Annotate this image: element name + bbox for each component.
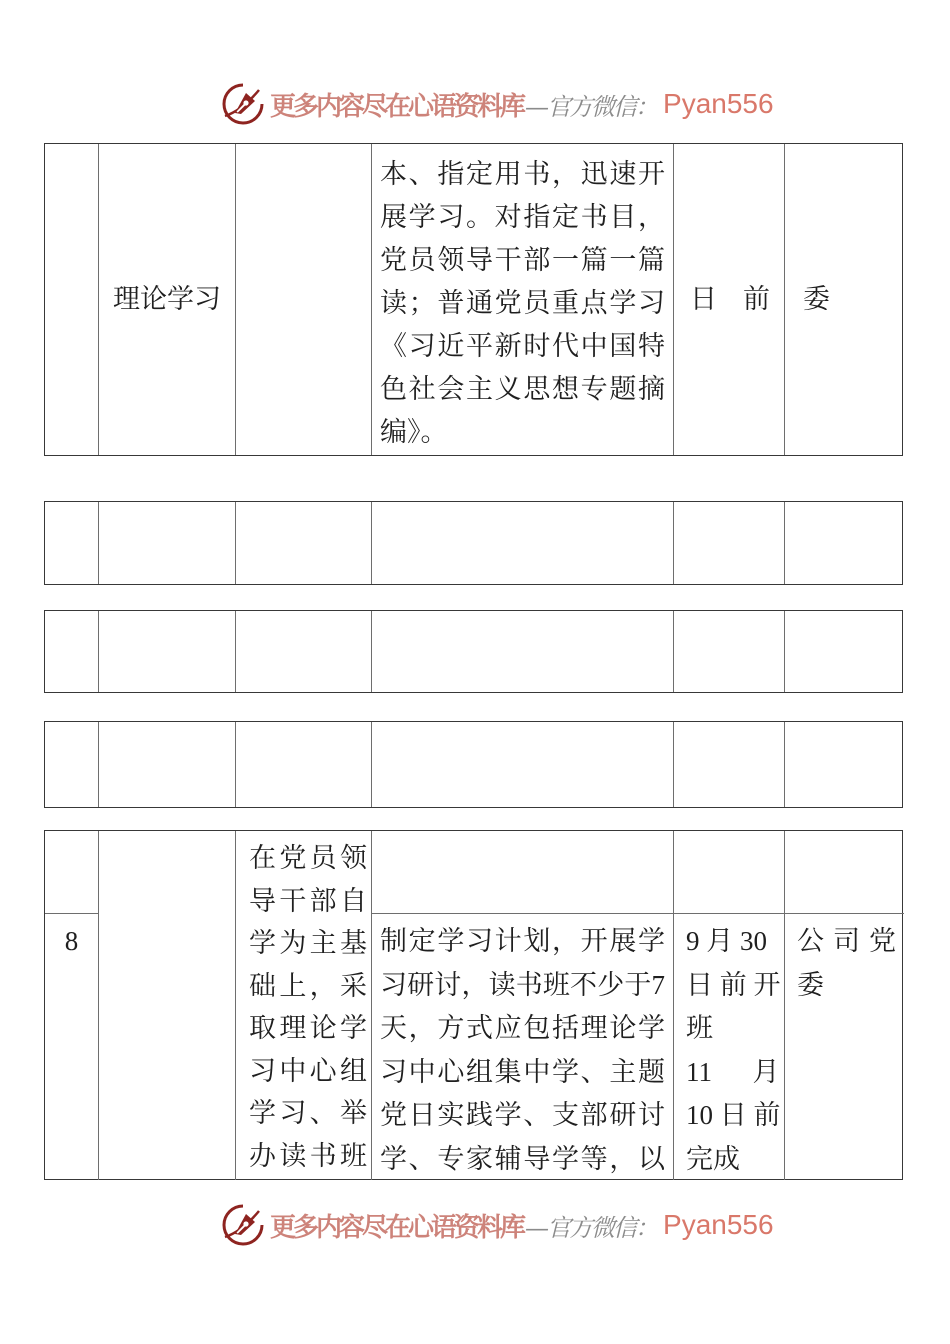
cell-seq-empty xyxy=(45,831,98,913)
empty-cell xyxy=(371,722,673,807)
watermark-wechat-label: —官方微信： xyxy=(525,1213,658,1242)
empty-row-table-2 xyxy=(44,610,903,693)
pen-logo-icon xyxy=(219,1201,267,1249)
watermark-wechat-id: Pyan556 xyxy=(663,1209,774,1240)
cell-deadline: 日前 xyxy=(673,144,784,455)
empty-cell xyxy=(673,502,784,584)
cell-responsible-empty xyxy=(784,831,904,913)
cell-subtask-empty xyxy=(235,144,371,455)
cell-seq-8: 8 xyxy=(45,913,98,1180)
cell-subtask: 在党员领 导干部自 学为主基 础上，采 取理论学 习中心组 学习、举 办读书班 xyxy=(235,831,371,1180)
watermark-wechat-label: —官方微信： xyxy=(525,92,658,121)
cell-deadline-empty xyxy=(673,831,784,913)
watermark-header xyxy=(219,79,774,129)
table-item-8 xyxy=(44,830,903,1180)
cell-category-empty xyxy=(98,831,235,1180)
empty-cell xyxy=(371,611,673,692)
empty-cell xyxy=(784,502,904,584)
empty-row-table-1 xyxy=(44,501,903,585)
cell-measures: 制定学习计划，开展学 习研讨，读书班不少于7 天，方式应包括理论学 习中心组集中学、主题 党日实践学、支部研讨 学、专家辅导学等，以 xyxy=(371,913,673,1180)
empty-cell xyxy=(45,611,98,692)
empty-cell xyxy=(98,611,235,692)
cell-responsible: 委 xyxy=(784,144,904,455)
empty-row-table-3 xyxy=(44,721,903,808)
watermark-brand-text: 更多内容尽在心语资料库 xyxy=(270,91,524,121)
watermark-footer xyxy=(219,1200,774,1250)
empty-cell xyxy=(235,722,371,807)
empty-cell xyxy=(45,722,98,807)
watermark-wechat-id: Pyan556 xyxy=(663,88,774,119)
cell-responsible: 公司党 委 xyxy=(784,913,904,1180)
empty-cell xyxy=(45,502,98,584)
empty-cell xyxy=(235,502,371,584)
pen-logo-icon xyxy=(219,80,267,128)
empty-cell xyxy=(98,722,235,807)
cell-category: 理论学习 xyxy=(98,144,235,455)
cell-measures-empty xyxy=(371,831,673,913)
cell-deadline: 9 月 30 日 前 开 班 11 月 10 日 前 完成 xyxy=(673,913,784,1180)
cell-seq-empty xyxy=(45,144,98,455)
empty-cell xyxy=(98,502,235,584)
empty-cell xyxy=(673,722,784,807)
watermark-brand-text: 更多内容尽在心语资料库 xyxy=(270,1212,524,1242)
empty-cell xyxy=(784,722,904,807)
empty-cell xyxy=(235,611,371,692)
cell-measures: 本、指定用书，迅速开 展学习。对指定书目， 党员领导干部一篇一篇 读；普通党员重点学习 《习近平新时代中国特 色社会主义思想专题摘 编》。 xyxy=(371,144,673,455)
table-theory-study-row xyxy=(44,143,903,456)
empty-cell xyxy=(784,611,904,692)
empty-cell xyxy=(673,611,784,692)
empty-cell xyxy=(371,502,673,584)
